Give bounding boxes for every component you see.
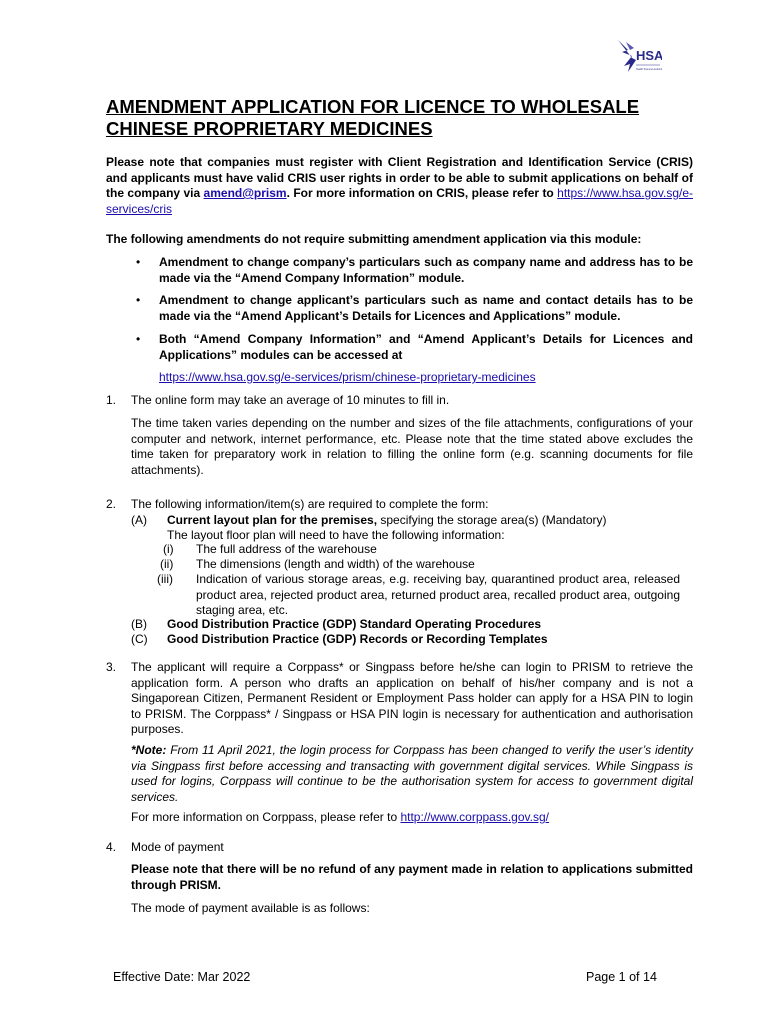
item-2-a-text (167, 513, 693, 529)
corppass-info (131, 810, 693, 826)
item-1-line: The online form may take an average of 10 minutes to fill in. (131, 393, 450, 407)
item-2-c-label: (C) (131, 632, 148, 646)
bullet-icon: • (136, 255, 141, 269)
page-number: Page 1 of 14 (586, 970, 657, 984)
intro-paragraph (106, 155, 693, 217)
sub-text-iii: Indication of various storage areas, e.g. receiving bay, quarantined product area, released product area, rejected product area, returned product area, recalled product area, outgoing staging area, etc. (196, 572, 680, 617)
item-4-number: 4. (106, 840, 117, 854)
bullet-icon: • (136, 332, 141, 346)
intro-text-2: . For more information on CRIS, please refer to (286, 186, 558, 200)
sub-label-i: (i) (163, 542, 174, 556)
sub-text-i: The full address of the warehouse (196, 542, 377, 556)
item-2-a-label: (A) (131, 513, 147, 527)
item-2-b-text: Good Distribution Practice (GDP) Standard Operating Procedures (167, 617, 542, 631)
effective-date: Effective Date: Mar 2022 (113, 970, 251, 984)
item-1-number: 1. (106, 393, 117, 407)
cpm-eservices-link[interactable]: https://www.hsa.gov.sg/e-services/prism/chinese-proprietary-medicines (159, 370, 536, 384)
sub-text-ii: The dimensions (length and width) of the warehouse (196, 557, 475, 571)
item-2-line: The following information/item(s) are required to complete the form: (131, 497, 489, 511)
item-1-paragraph: The time taken varies depending on the number and sizes of the file attachments, configurations of your computer and network, internet performance, etc. Please note that the time stated above excludes the time taken for preparatory work in relation to filling the online form (e.g. scanning documents for file attachments). (131, 416, 693, 477)
item-3-note (131, 743, 693, 805)
corppass-info-text: For more information on Corppass, please refer to (131, 810, 401, 824)
sub-label-iii: (iii) (157, 572, 173, 586)
item-3-number: 3. (106, 660, 117, 674)
corppass-link[interactable]: http://www.corppass.gov.sg/ (400, 810, 549, 824)
logo-text: HSA (636, 48, 662, 63)
item-3-paragraph: The applicant will require a Corppass* or Singpass before he/she can login to PRISM to retrieve the application form. A person who drafts an application on behalf of his/her company and is not a Singaporean Citizen, Permanent Resident or Employment Pass holder can apply for a HSA PIN to login to PRISM. The Corppass* / Singpass or HSA PIN login is necessary for authentication and authorisation purposes. (131, 660, 693, 736)
item-2-a-rest: specifying the storage area(s) (Mandatory) (377, 513, 607, 527)
cris-link[interactable]: https://www.hsa.gov.sg/e-services/cris (106, 186, 693, 216)
page-title: AMENDMENT APPLICATION FOR LICENCE TO WHOLESALE CHINESE PROPRIETARY MEDICINES (106, 96, 640, 139)
item-2-number: 2. (106, 497, 117, 511)
amend-prism-link[interactable]: amend@prism (203, 186, 287, 200)
item-2-b-label: (B) (131, 617, 147, 631)
refund-notice: Please note that there will be no refund of any payment made in relation to applications submitted through PRISM. (131, 862, 693, 892)
amendments-heading: The following amendments do not require submitting amendment application via this module: (106, 232, 642, 246)
logo-tagline: Health Sciences Authority (636, 68, 662, 71)
intro-text-1: Please note that companies must register with Client Registration and Identification Service (CRIS) and applicants must have valid CRIS user rights in order to be able to submit applications on behalf of the company via (106, 155, 693, 200)
item-2-a-sub: The layout floor plan will need to have the following information: (167, 528, 505, 542)
bullet-item-1: Amendment to change company’s particulars such as company name and address has to be made via the “Amend Company Information” module. (159, 255, 693, 285)
note-text: From 11 April 2021, the login process for Corppass has been changed to verify the user’s identity via Singpass first before accessing and transacting with government digital services. While Singpass is used for logins, Corppass will continue to be the authorisation system for access to government digital services. (131, 743, 693, 804)
bullet-item-2: Amendment to change applicant’s particulars such as name and contact details has to be made via the “Amend Applicant’s Details for Licences and Applications” module. (159, 293, 693, 323)
item-4-line: Mode of payment (131, 840, 224, 854)
payment-mode-line: The mode of payment available is as follows: (131, 901, 370, 915)
item-2-a-bold: Current layout plan for the premises, (167, 513, 378, 527)
note-label: *Note: (131, 743, 167, 757)
bullet-item-3: Both “Amend Company Information” and “Amend Applicant’s Details for Licences and Applications” modules can be accessed at (159, 332, 693, 362)
sub-label-ii: (ii) (160, 557, 174, 571)
hsa-logo (612, 36, 662, 76)
bullet-icon: • (136, 293, 141, 307)
item-2-c-text: Good Distribution Practice (GDP) Records or Recording Templates (167, 632, 548, 646)
hsa-logo-mark-icon (612, 36, 662, 76)
